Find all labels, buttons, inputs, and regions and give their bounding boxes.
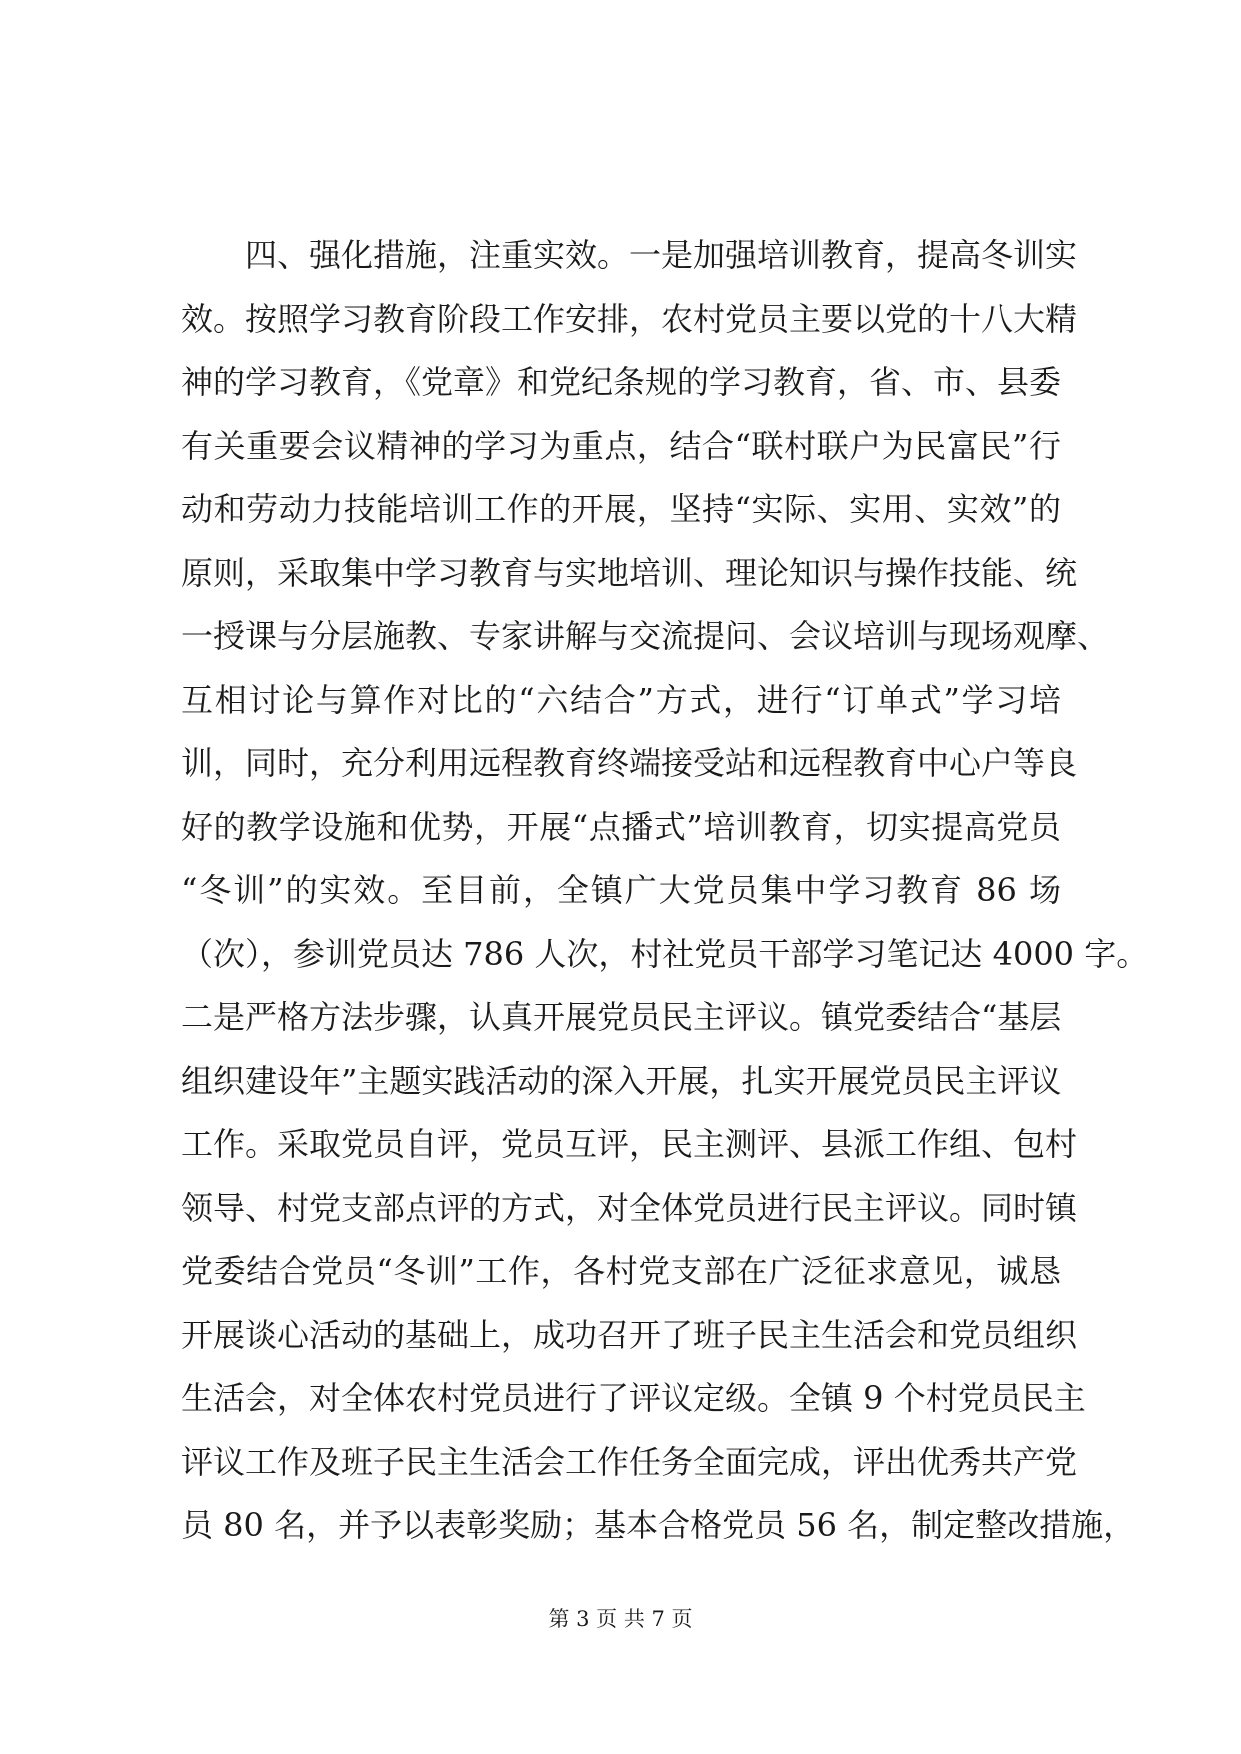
- document-body: [181, 224, 1149, 1558]
- paragraph-line: 二是严格方法步骤，认真开展党员民主评议。镇党委结合“基层: [181, 998, 1062, 1036]
- paragraph-line: 原则，采取集中学习教育与实地培训、理论知识与操作技能、统: [181, 553, 1078, 592]
- paragraph-line: 四、强化措施，注重实效。一是加强培训教育，提高冬训实: [245, 236, 1078, 274]
- paragraph-line: 党委结合党员“冬训”工作，各村党支部在广泛征求意见，诚恳: [181, 1252, 1061, 1290]
- paragraph-line: 组织建设年”主题实践活动的深入开展，扎实开展党员民主评议: [181, 1061, 1062, 1100]
- paragraph-line: 互相讨论与算作对比的“六结合”方式，进行“订单式”学习培: [181, 680, 1061, 719]
- paragraph-line: 一授课与分层施教、专家讲解与交流提问、会议培训与现场观摩、: [181, 617, 1110, 655]
- paragraph-line: 训，同时，充分利用远程教育终端接受站和远程教育中心户等良: [181, 744, 1078, 782]
- paragraph-line: 开展谈心活动的基础上，成功召开了班子民主生活会和党员组织: [181, 1315, 1078, 1354]
- page-footer: 第 3 页 共 7 页: [548, 1607, 693, 1631]
- paragraph-line: 有关重要会议精神的学习为重点，结合“联村联户为民富民”行: [181, 426, 1061, 465]
- paragraph-line: 神的学习教育，《党章》和党纪条规的学习教育，省、市、县委: [181, 363, 1062, 401]
- paragraph-line: 动和劳动力技能培训工作的开展，坚持“实际、实用、实效”的: [181, 490, 1061, 528]
- paragraph-line: “冬训”的实效。至目前，全镇广大党员集中学习教育 86 场: [181, 871, 1061, 909]
- paragraph-line: 评议工作及班子民主生活会工作任务全面完成，评出优秀共产党: [181, 1442, 1078, 1481]
- paragraph-line: 生活会，对全体农村党员进行了评议定级。全镇 9 个村党员民主: [181, 1379, 1086, 1417]
- paragraph-line: （次），参训党员达 786 人次，村社党员干部学习笔记达 4000 字。: [181, 934, 1149, 973]
- paragraph-line: 员 80 名，并予以表彰奖励；基本合格党员 56 名，制定整改措施，: [181, 1506, 1136, 1544]
- paragraph-line: 领导、村党支部点评的方式，对全体党员进行民主评议。同时镇: [181, 1188, 1078, 1227]
- paragraph-line: 好的教学设施和优势，开展“点播式”培训教育，切实提高党员: [181, 807, 1061, 846]
- paragraph-line: 效。按照学习教育阶段工作安排，农村党员主要以党的十八大精: [181, 299, 1078, 338]
- paragraph-line: 工作。采取党员自评，党员互评，民主测评、县派工作组、包村: [181, 1125, 1078, 1163]
